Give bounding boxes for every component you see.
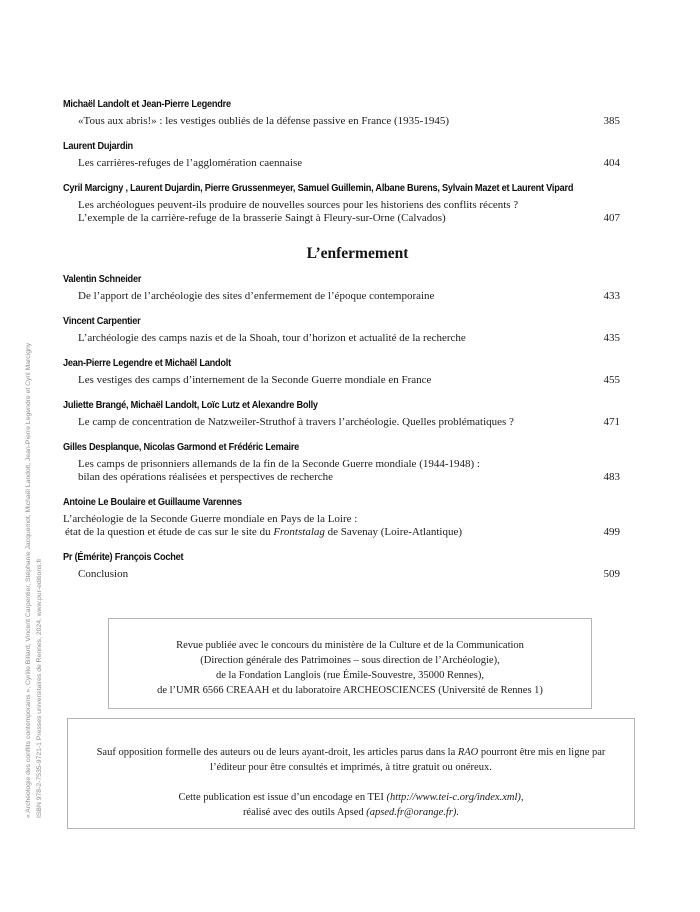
italic-email: (apsed.fr@orange.fr). xyxy=(366,807,460,818)
entry-page-number: 499 xyxy=(603,526,620,538)
entry-page-number: 404 xyxy=(603,157,620,169)
entry-title-row xyxy=(63,199,620,225)
spacer xyxy=(94,775,608,790)
entry-authors: Jean-Pierre Legendre et Michaël Landolt xyxy=(63,358,231,369)
toc-entry xyxy=(63,182,620,225)
entry-title-line1: Les archéologues peuvent-ils produire de nouvelles sources pour les historiens des conflits récents ? xyxy=(78,199,519,211)
toc-entry xyxy=(63,551,620,581)
entry-page-number: 483 xyxy=(603,471,620,483)
entry-title-row xyxy=(63,513,620,539)
entry-authors: Vincent Carpentier xyxy=(63,316,141,327)
entry-page-number: 509 xyxy=(603,568,620,580)
edition-credit-line2: ISBN 978-2-7535-9721-1 Presses universitaires de Rennes, 2024, www.pur-editions.fr xyxy=(36,558,43,818)
entry-title-row xyxy=(63,568,620,581)
toc-entry xyxy=(63,315,620,345)
credits-line2: (Direction générale des Patrimoines – sous direction de l’Archéologie), xyxy=(200,655,500,666)
entry-title: Le camp de concentration de Natzweiler-Struthof à travers l’archéologie. Quelles problématiques ? xyxy=(78,416,514,428)
toc-entry xyxy=(63,140,620,170)
entry-title-row xyxy=(63,290,620,303)
notice-paragraph1: Sauf opposition formelle des auteurs ou de leurs ayant-droit, les articles parus dans la RAO pourront être mis en ligne par l’éditeur pour être consultés et imprimés, à titre gratuit ou onéreux. xyxy=(96,747,606,773)
toc-entry xyxy=(63,441,620,484)
entry-title: Les vestiges des camps d’internement de la Seconde Guerre mondiale en France xyxy=(78,374,432,386)
entry-page-number: 471 xyxy=(603,416,620,428)
entry-title: Les carrières-refuges de l’agglomération caennaise xyxy=(78,157,303,169)
entry-title xyxy=(63,513,462,539)
edition-credit-vertical xyxy=(23,278,45,818)
entry-title-line2: état de la question et étude de cas sur le site du Frontstalag de Savenay (Loire-Atlantique) xyxy=(65,526,463,538)
entry-title-row xyxy=(63,115,620,128)
entry-authors: Michaël Landolt et Jean-Pierre Legendre xyxy=(63,99,231,110)
entry-title-row xyxy=(63,332,620,345)
entry-title-row xyxy=(63,458,620,484)
entry-title: Conclusion xyxy=(78,568,129,580)
table-of-contents xyxy=(63,98,620,593)
entry-title-row xyxy=(63,416,620,429)
entry-authors: Laurent Dujardin xyxy=(63,141,133,152)
section-heading: L’enfermement xyxy=(306,245,409,262)
notice-box xyxy=(67,718,635,829)
entry-title-row xyxy=(63,374,620,387)
edition-credit-line1: « Archéologie des conflits contemporains », Cyrille Billard, Vincent Carpentier, Stéphanie Jacquemot, Michaël Landolt, Jean-Pierre Legendre et Cyril Marcigny xyxy=(25,342,32,818)
entry-authors: Valentin Schneider xyxy=(63,274,142,285)
entry-page-number: 385 xyxy=(603,115,620,127)
entry-authors: Cyril Marcigny , Laurent Dujardin, Pierre Grussenmeyer, Samuel Guillemin, Albane Burens, Sylvain Mazet et Laurent Vipard xyxy=(63,183,574,194)
notice-paragraph2-line1: Cette publication est issue d’un encodage en TEI (http://www.tei-c.org/index.xml), xyxy=(178,792,524,803)
entry-title: L’archéologie des camps nazis et de la Shoah, tour d’horizon et actualité de la recherche xyxy=(78,332,466,344)
entry-title-line1: Les camps de prisonniers allemands de la fin de la Seconde Guerre mondiale (1944-1948) : xyxy=(78,458,480,470)
italic-term: Frontstalag xyxy=(273,526,325,538)
entry-authors: Pr (Émérite) François Cochet xyxy=(63,552,184,563)
italic-term: RAO xyxy=(457,747,479,758)
entry-title: «Tous aux abris!» : les vestiges oubliés de la défense passive en France (1935-1945) xyxy=(78,115,449,127)
entry-authors: Antoine Le Boulaire et Guillaume Varennes xyxy=(63,497,242,508)
credits-line3: de la Fondation Langlois (rue Émile-Souvestre, 35000 Rennes), xyxy=(216,670,484,681)
entry-page-number: 433 xyxy=(603,290,620,302)
entry-title-row xyxy=(63,157,620,170)
entry-title-line2: L’exemple de la carrière-refuge de la brasserie Saingt à Fleury-sur-Orne (Calvados) xyxy=(78,212,446,224)
toc-entry xyxy=(63,98,620,128)
toc-entry xyxy=(63,496,620,539)
toc-entry xyxy=(63,273,620,303)
credits-line1: Revue publiée avec le concours du ministère de la Culture et de la Communication xyxy=(176,640,524,651)
entry-title-line2: bilan des opérations réalisées et perspectives de recherche xyxy=(78,471,334,483)
entry-title-line1: L’archéologie de la Seconde Guerre mondiale en Pays de la Loire : xyxy=(63,513,358,525)
credits-box xyxy=(108,618,592,709)
entry-authors: Juliette Brangé, Michaël Landolt, Loïc Lutz et Alexandre Bolly xyxy=(63,400,318,411)
credits-line4: de l’UMR 6566 CREAAH et du laboratoire ARCHEOSCIENCES (Université de Rennes 1) xyxy=(157,685,543,696)
entry-title xyxy=(63,199,518,225)
italic-url: (http://www.tei-c.org/index.xml), xyxy=(386,792,524,803)
entry-page-number: 455 xyxy=(603,374,620,386)
entry-title: De l’apport de l’archéologie des sites d’enfermement de l’époque contemporaine xyxy=(78,290,435,302)
entry-authors: Gilles Desplanque, Nicolas Garmond et Frédéric Lemaire xyxy=(63,442,300,453)
entry-title xyxy=(63,458,480,484)
entry-page-number: 407 xyxy=(603,212,620,224)
toc-entry xyxy=(63,357,620,387)
toc-entry xyxy=(63,399,620,429)
entry-page-number: 435 xyxy=(603,332,620,344)
notice-paragraph2-line2: réalisé avec des outils Apsed (apsed.fr@orange.fr). xyxy=(242,807,460,818)
